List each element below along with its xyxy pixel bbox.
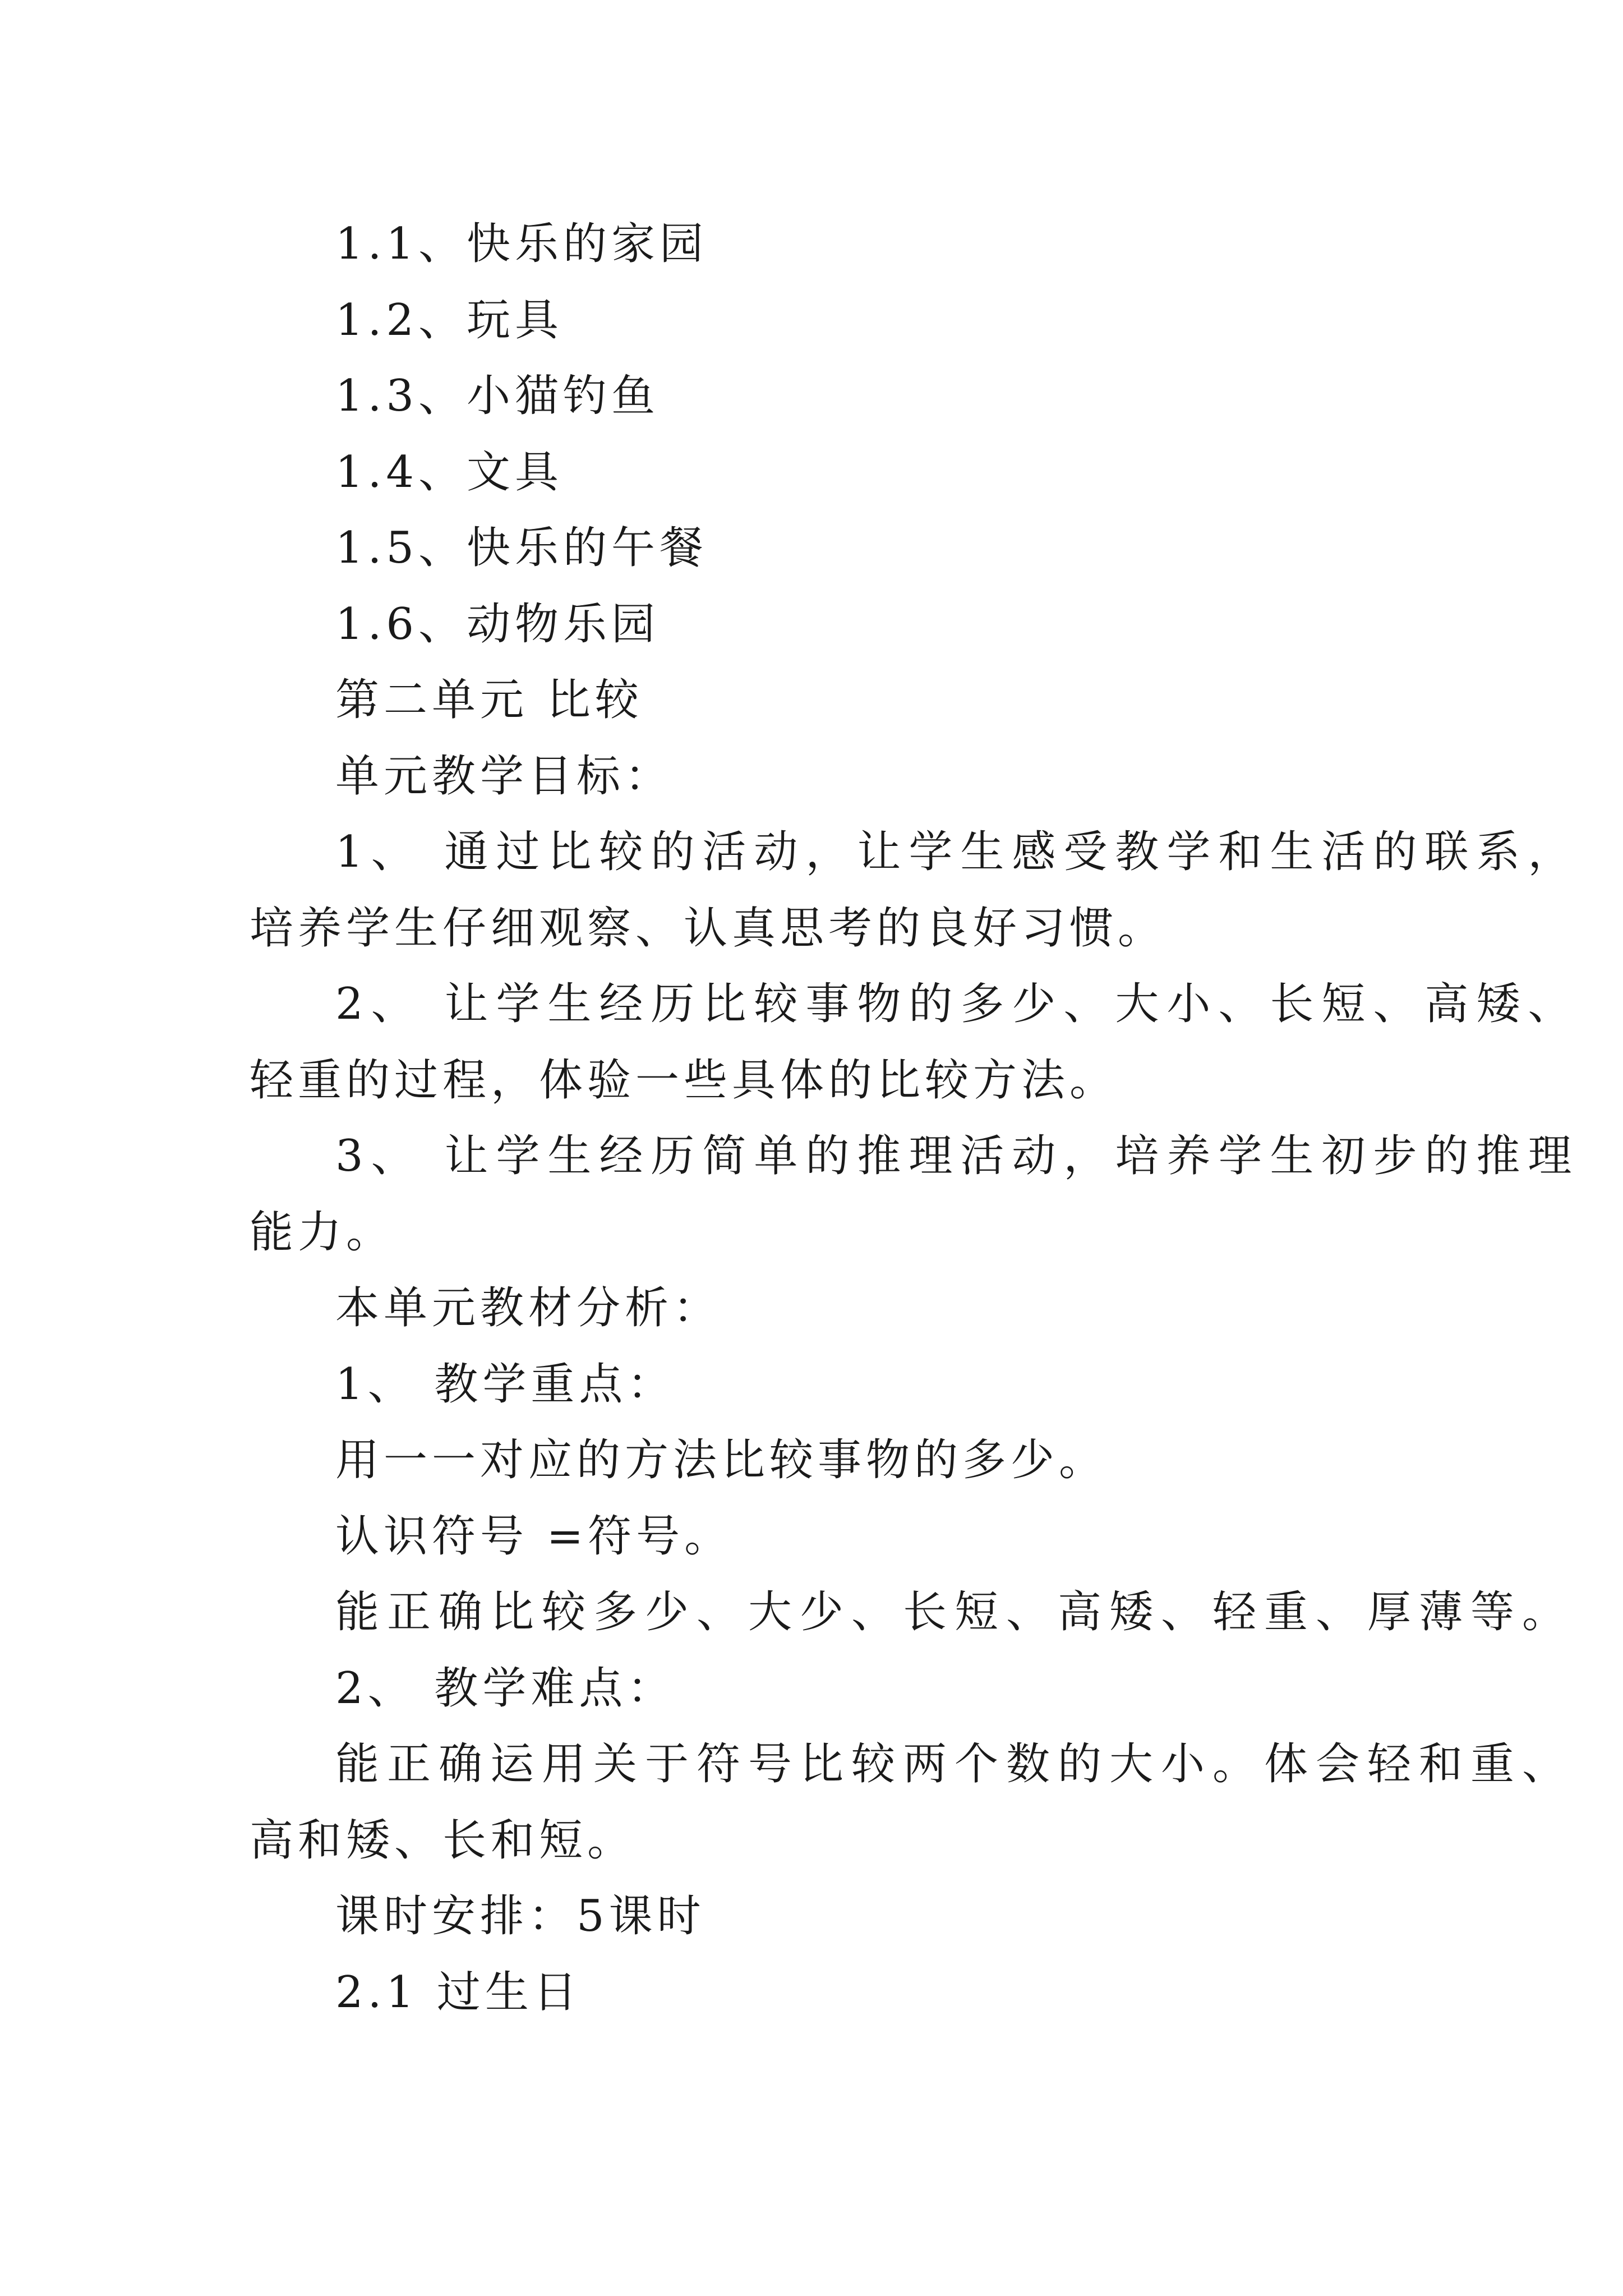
text-line: 2、 让学生经历比较事物的多少、大小、长短、高矮、 bbox=[335, 979, 1580, 1029]
text-line: 1.4、文具 bbox=[335, 447, 564, 498]
text-line: 能正确比较多少、大少、长短、高矮、轻重、厚薄等。 bbox=[335, 1587, 1574, 1637]
subheading: 单元教学目标： bbox=[335, 751, 674, 802]
text-line: 培养学生仔细观察、认真思考的良好习惯。 bbox=[250, 903, 1166, 954]
text-line: 认识符号 =符号。 bbox=[335, 1511, 733, 1562]
text-line: 1.1、快乐的家园 bbox=[335, 219, 708, 269]
text-line: 1.6、动物乐园 bbox=[335, 599, 660, 650]
text-line: 能力。 bbox=[250, 1207, 395, 1258]
text-line: 高和矮、长和短。 bbox=[250, 1815, 636, 1866]
text-line: 1.5、快乐的午餐 bbox=[335, 523, 708, 573]
text-line: 2.1 过生日 bbox=[335, 1967, 582, 2018]
text-line: 用一一对应的方法比较事物的多少。 bbox=[335, 1435, 1108, 1485]
text-line: 1.2、玩具 bbox=[335, 295, 564, 346]
text-line: 课时安排：5课时 bbox=[335, 1891, 706, 1941]
text-line: 轻重的过程，体验一些具体的比较方法。 bbox=[250, 1055, 1118, 1106]
text-line: 1、 通过比较的活动，让学生感受教学和生活的联系， bbox=[335, 827, 1580, 877]
text-line: 1.3、小猫钓鱼 bbox=[335, 371, 660, 421]
text-line: 3、 让学生经历简单的推理活动，培养学生初步的推理 bbox=[335, 1131, 1580, 1181]
subheading: 本单元教材分析： bbox=[335, 1283, 722, 1333]
text-line: 1、 教学重点： bbox=[335, 1359, 676, 1410]
text-line: 2、 教学难点： bbox=[335, 1663, 676, 1714]
text-line: 能正确运用关于符号比较两个数的大小。体会轻和重、 bbox=[335, 1739, 1574, 1789]
section-heading: 第二单元 比较 bbox=[335, 675, 643, 725]
